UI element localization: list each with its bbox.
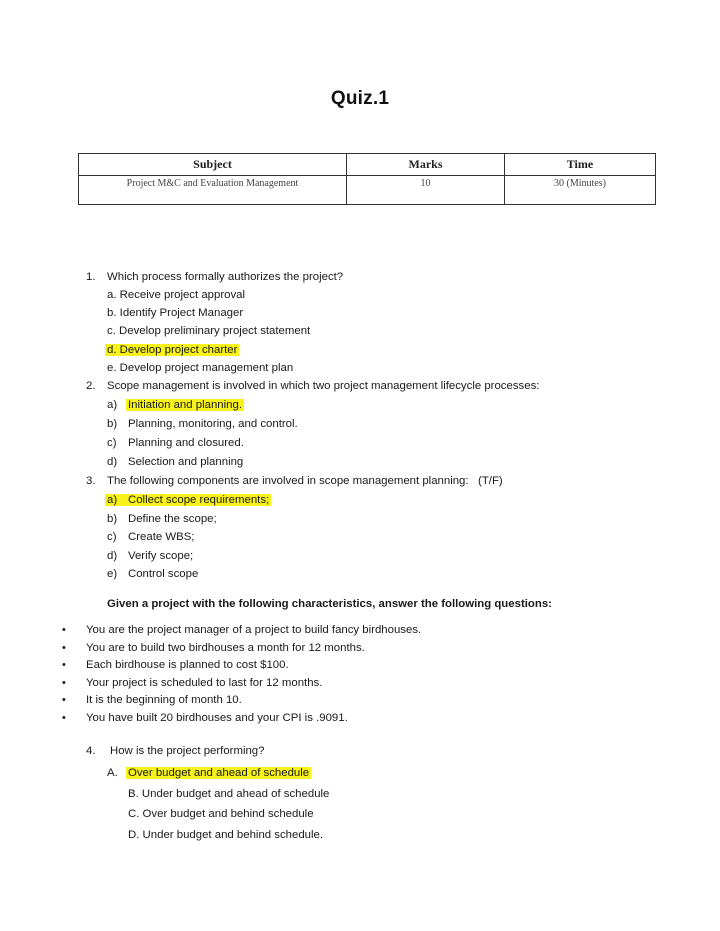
scenario-heading: Given a project with the following characteristics, answer the following questions: — [107, 598, 552, 610]
option-marker: d) — [107, 550, 118, 562]
question-text: The following components are involved in scope management planning: (T/F) — [107, 475, 503, 487]
option-marker: b) — [107, 418, 118, 430]
option-label: Collect scope requirements; — [128, 494, 270, 506]
bullet-icon: • — [62, 642, 66, 654]
scenario-bullet-5: It is the beginning of month 10. — [86, 694, 242, 706]
option-1a: a. Receive project approval — [107, 289, 246, 301]
question-1 — [86, 269, 343, 285]
option-4a-correct — [107, 765, 311, 781]
option-1b: b. Identify Project Manager — [107, 307, 244, 319]
bullet-icon: • — [62, 677, 66, 689]
question-text: Which process formally authorizes the project? — [107, 271, 344, 283]
question-number: 4. — [86, 745, 96, 757]
option-1e: e. Develop project management plan — [107, 362, 294, 374]
option-label: Planning and closured. — [128, 437, 244, 449]
option-label: Control scope — [128, 568, 199, 580]
option-marker: a) — [107, 494, 118, 506]
header-marks: Marks — [347, 154, 505, 176]
bullet-icon: • — [62, 659, 66, 671]
option-4d: D. Under budget and behind schedule. — [128, 829, 324, 841]
cell-marks: 10 — [347, 176, 505, 205]
question-number: 3. — [86, 475, 96, 487]
option-marker: d) — [107, 456, 118, 468]
option-4c: C. Over budget and behind schedule — [128, 808, 314, 820]
highlighted-answer: d. Develop project charter — [107, 344, 238, 356]
option-2a-correct — [107, 397, 244, 413]
option-2b — [107, 416, 298, 432]
option-marker: c) — [107, 437, 117, 449]
bullet-icon: • — [62, 712, 66, 724]
option-3e — [107, 566, 198, 582]
scenario-bullet-3: Each birdhouse is planned to cost $100. — [86, 659, 289, 671]
info-table-row — [79, 176, 656, 205]
option-marker: b) — [107, 513, 118, 525]
header-subject: Subject — [79, 154, 347, 176]
option-label: Create WBS; — [128, 531, 195, 543]
option-3b — [107, 511, 217, 527]
option-label: Define the scope; — [128, 513, 217, 525]
option-3d — [107, 548, 193, 564]
option-label: Verify scope; — [128, 550, 194, 562]
question-number: 1. — [86, 271, 96, 283]
question-2 — [86, 378, 539, 394]
highlighted-answer: Initiation and planning. — [128, 399, 242, 411]
bullet-icon: • — [62, 694, 66, 706]
option-marker: A. — [107, 767, 118, 779]
option-1c: c. Develop preliminary project statement — [107, 325, 311, 337]
option-3c — [107, 529, 194, 545]
question-4 — [86, 743, 264, 759]
question-text: How is the project performing? — [110, 745, 265, 757]
question-3 — [86, 473, 503, 489]
scenario-bullet-6: You have built 20 birdhouses and your CPI is .9091. — [86, 712, 348, 724]
cell-subject: Project M&C and Evaluation Management — [79, 176, 347, 205]
scenario-bullet-2: You are to build two birdhouses a month for 12 months. — [86, 642, 365, 654]
highlighted-answer — [105, 494, 271, 506]
option-2d — [107, 454, 243, 470]
option-3a-correct — [107, 492, 271, 508]
info-table — [78, 153, 656, 205]
option-label: Planning, monitoring, and control. — [128, 418, 298, 430]
option-1d-correct — [107, 342, 239, 358]
question-number: 2. — [86, 380, 96, 392]
document-title: Quiz.1 — [330, 88, 390, 109]
option-marker: e) — [107, 568, 118, 580]
option-marker: a) — [107, 399, 118, 411]
option-marker: c) — [107, 531, 117, 543]
scenario-bullet-4: Your project is scheduled to last for 12 months. — [86, 677, 323, 689]
option-2c — [107, 435, 244, 451]
highlighted-answer: Over budget and ahead of schedule — [128, 767, 310, 779]
option-label: Selection and planning — [128, 456, 244, 468]
scenario-bullet-1: You are the project manager of a project to build fancy birdhouses. — [86, 624, 422, 636]
cell-time: 30 (Minutes) — [505, 176, 656, 205]
info-table-header-row — [79, 154, 656, 176]
header-time: Time — [505, 154, 656, 176]
option-4b: B. Under budget and ahead of schedule — [128, 788, 330, 800]
bullet-icon: • — [62, 624, 66, 636]
question-text: Scope management is involved in which two project management lifecycle processes: — [107, 380, 540, 392]
